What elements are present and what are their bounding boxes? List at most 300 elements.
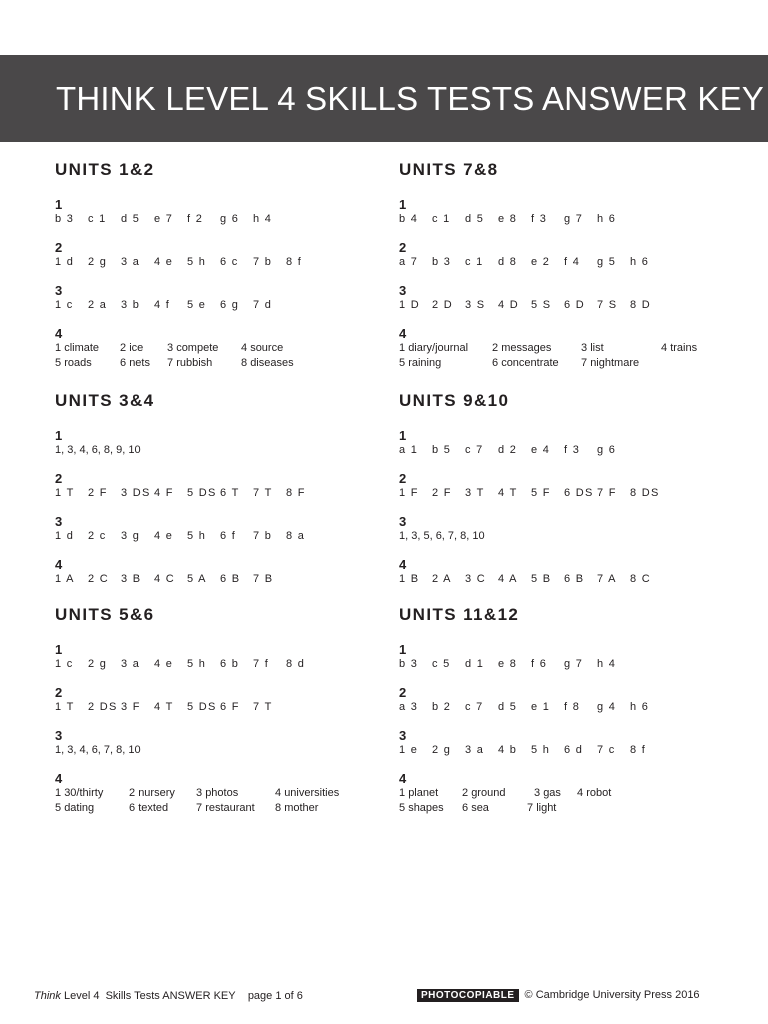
answer-item-label: 8 (630, 299, 638, 311)
answer-word-text: roads (64, 357, 92, 369)
answer-item (399, 701, 418, 713)
answer-item-label: a (399, 701, 407, 713)
answer-word-number: 2 (492, 342, 502, 354)
answer-item-label: 5 (531, 573, 539, 585)
answer-word (399, 802, 444, 814)
answer-item-label: 8 (286, 487, 294, 499)
answer-item-label: d (498, 256, 506, 268)
answer-word (167, 342, 218, 354)
answer-item (220, 701, 240, 713)
answer-word-text: nursery (138, 787, 175, 799)
answer-item-label: 8 (286, 658, 294, 670)
answer-item-value: F (443, 487, 452, 499)
answer-item-value: A (509, 573, 518, 585)
answer-item-label: 1 (55, 256, 63, 268)
answer-item-label: 2 (88, 658, 96, 670)
answer-item-value: b (231, 658, 240, 670)
answer-item (88, 487, 108, 499)
answer-word-number: 5 (399, 357, 409, 369)
answer-item (465, 213, 484, 225)
answer-item (121, 573, 141, 585)
photocopiable-badge: PHOTOCOPIABLE (417, 989, 519, 1002)
answer-word (399, 787, 438, 799)
answer-item (220, 299, 239, 311)
question-number: 1 (55, 197, 63, 212)
answer-item-label: 7 (597, 744, 605, 756)
answer-item (121, 530, 140, 542)
answer-item-label: 7 (253, 701, 261, 713)
footer-book-title: Think (34, 990, 61, 1002)
answer-item-label: f (564, 701, 569, 713)
answer-word-number: 3 (581, 342, 591, 354)
answer-word (55, 787, 103, 799)
answer-item (564, 299, 585, 311)
answer-item-value: d (66, 530, 75, 542)
answer-item (498, 213, 517, 225)
answer-item-value: A (608, 573, 617, 585)
question-number: 2 (399, 240, 407, 255)
answer-word (462, 802, 489, 814)
answer-word-number: 6 (129, 802, 139, 814)
answer-item-label: f (564, 444, 569, 456)
answer-item-label: g (597, 256, 605, 268)
answer-item (531, 658, 547, 670)
unit-title: UNITS 11&12 (399, 605, 520, 624)
answer-item-value: 3 (410, 701, 419, 713)
answer-item-value: f (231, 530, 237, 542)
answer-item-label: 6 (220, 256, 228, 268)
answer-item-label: h (630, 256, 638, 268)
answer-item-value: 6 (539, 658, 548, 670)
answer-item-label: 5 (187, 256, 195, 268)
answer-item-value: A (198, 573, 207, 585)
answer-item-value: 7 (410, 256, 419, 268)
answer-item (531, 256, 550, 268)
answer-item-value: F (608, 487, 617, 499)
answer-item-value: g (99, 256, 108, 268)
answer-item-value: d (575, 744, 584, 756)
answer-item-label: 5 (187, 530, 195, 542)
answer-item (399, 487, 419, 499)
answer-item-label: 4 (498, 487, 506, 499)
answer-word-text: rubbish (176, 357, 213, 369)
question-number: 4 (399, 557, 407, 572)
answer-item-value: T (264, 701, 273, 713)
answer-item (154, 213, 173, 225)
answer-item-value: g (132, 530, 141, 542)
answer-item-value: c (99, 530, 107, 542)
answer-word-text: planet (408, 787, 439, 799)
answer-word (581, 357, 639, 369)
answer-item-label: 5 (187, 701, 195, 713)
answer-item-label: 7 (253, 487, 261, 499)
answer-item-label: 6 (220, 573, 228, 585)
answer-item (187, 213, 203, 225)
answer-item (154, 658, 173, 670)
answer-word-text: photos (205, 787, 239, 799)
answer-item-value: 4 (608, 701, 617, 713)
answer-item-label: 1 (55, 530, 63, 542)
answer-word-number: 1 (399, 342, 409, 354)
answer-item (220, 573, 240, 585)
question-number: 2 (55, 240, 63, 255)
unit-title: UNITS 5&6 (55, 605, 155, 624)
answer-word (581, 342, 604, 354)
answer-item (531, 744, 550, 756)
answer-word-number: 3 (534, 787, 544, 799)
answer-word (167, 357, 212, 369)
answer-item-value: A (66, 573, 75, 585)
answer-item-label: 1 (399, 487, 407, 499)
answer-word-text: diseases (250, 357, 294, 369)
answer-item-value: c (231, 256, 239, 268)
answer-item (432, 444, 451, 456)
answer-item-label: c (432, 658, 439, 670)
answer-item-label: 1 (399, 744, 407, 756)
answer-item (253, 701, 273, 713)
answer-item-label: g (220, 213, 228, 225)
answer-item (121, 299, 140, 311)
answer-item-value: B (231, 573, 241, 585)
answer-word-text: nets (129, 357, 150, 369)
answer-item-value: F (132, 701, 141, 713)
answer-item-value: f (641, 744, 647, 756)
question-number: 4 (399, 771, 407, 786)
answer-item (531, 573, 551, 585)
answer-item (597, 213, 616, 225)
answer-item (498, 299, 519, 311)
answer-item-label: 6 (220, 701, 228, 713)
answer-item-label: 3 (121, 573, 129, 585)
answer-item-value: S (542, 299, 552, 311)
answer-item-value: F (410, 487, 419, 499)
answer-item-value: 1 (476, 658, 485, 670)
answer-item-value: 7 (165, 213, 174, 225)
answer-item-value: h (542, 744, 551, 756)
answer-word-number: 2 (129, 787, 139, 799)
answer-item-value: T (476, 487, 485, 499)
answer-item-label: e (531, 444, 539, 456)
question-number: 1 (399, 428, 407, 443)
answer-word-number: 4 (661, 342, 671, 354)
answer-item (465, 487, 485, 499)
answer-item-value: 1 (99, 213, 107, 225)
answer-item-value: 8 (509, 658, 518, 670)
answer-item-label: 6 (564, 487, 572, 499)
answer-item-value: T (231, 487, 240, 499)
answer-item (432, 213, 451, 225)
answer-item (432, 658, 451, 670)
answer-item (630, 256, 649, 268)
answer-item-value: S (476, 299, 486, 311)
answer-item-label: d (498, 444, 506, 456)
answer-item (121, 256, 140, 268)
answer-item-label: d (498, 701, 506, 713)
answer-item-value: a (297, 530, 306, 542)
unit-title: UNITS 9&10 (399, 391, 510, 410)
answer-item-value: 1 (542, 701, 551, 713)
answer-word-text: nightmare (590, 357, 640, 369)
answer-item-value: g (99, 658, 108, 670)
answer-item-label: c (432, 213, 439, 225)
answer-item-value: 6 (231, 213, 240, 225)
answer-word-number: 3 (167, 342, 177, 354)
answer-item (88, 213, 107, 225)
answer-item (55, 658, 74, 670)
answer-item (55, 573, 75, 585)
answer-word-text: list (590, 342, 604, 354)
answer-item-value: B (132, 573, 142, 585)
answer-item (399, 256, 418, 268)
answer-item (55, 487, 75, 499)
answer-item (531, 213, 547, 225)
answer-word-text: light (536, 802, 557, 814)
answer-item (564, 213, 583, 225)
answer-item (187, 573, 207, 585)
answer-word-number: 5 (55, 802, 65, 814)
answer-item-value: C (476, 573, 487, 585)
answer-item-value: DS (198, 487, 217, 499)
answer-item-label: 7 (253, 573, 261, 585)
answer-item-label: 1 (55, 573, 63, 585)
answer-word (492, 357, 559, 369)
answer-item (597, 744, 616, 756)
answer-item-value: 5 (608, 256, 617, 268)
answer-item-value: 4 (572, 256, 581, 268)
answer-item (121, 213, 140, 225)
answer-item (253, 530, 272, 542)
answer-word-text: sea (471, 802, 489, 814)
answer-item-label: 5 (187, 299, 195, 311)
answer-word-text: ice (129, 342, 144, 354)
answer-item-label: 8 (630, 573, 638, 585)
answer-word-text: dating (64, 802, 95, 814)
answer-item-label: 5 (531, 299, 539, 311)
answer-item-label: c (88, 213, 95, 225)
answer-item-value: 4 (608, 658, 617, 670)
answer-item (253, 487, 273, 499)
answer-item-value: g (231, 299, 240, 311)
answer-item-value: 3 (410, 658, 419, 670)
answer-item (432, 487, 452, 499)
answer-item (432, 256, 451, 268)
answer-item-value: f (165, 299, 171, 311)
answer-item-value: 2 (443, 701, 452, 713)
answer-text: 1, 3, 4, 6, 8, 9, 10 (55, 444, 141, 456)
answer-item-label: 2 (88, 530, 96, 542)
answer-item-label: f (531, 658, 536, 670)
answer-item-label: c (465, 256, 472, 268)
answer-item-label: 6 (220, 530, 228, 542)
answer-item (498, 573, 518, 585)
answer-word-text: diary/journal (408, 342, 469, 354)
answer-word-number: 1 (399, 787, 409, 799)
answer-word-text: mother (284, 802, 319, 814)
answer-word (399, 342, 468, 354)
answer-item-value: a (132, 658, 141, 670)
answer-item (88, 701, 118, 713)
answer-item-value: 3 (443, 256, 452, 268)
answer-item-label: 3 (121, 256, 129, 268)
question-number: 3 (399, 283, 407, 298)
answer-item (253, 256, 272, 268)
answer-item (498, 701, 517, 713)
answer-item-value: e (165, 256, 174, 268)
answer-item (465, 444, 484, 456)
answer-word (120, 357, 150, 369)
question-number: 3 (399, 514, 407, 529)
answer-word (527, 802, 556, 814)
answer-item-value: 5 (132, 213, 141, 225)
answer-item-value: 4 (410, 213, 419, 225)
answer-word-number: 4 (275, 787, 285, 799)
answer-item-label: 6 (220, 299, 228, 311)
answer-item-value: d (264, 299, 273, 311)
answer-item-label: 3 (465, 573, 473, 585)
answer-item (399, 658, 418, 670)
answer-item (498, 658, 517, 670)
answer-item (154, 701, 174, 713)
answer-item-value: A (443, 573, 452, 585)
answer-item-label: 3 (121, 701, 129, 713)
answer-item (55, 299, 74, 311)
answer-text: 1, 3, 4, 6, 7, 8, 10 (55, 744, 141, 756)
answer-item (220, 658, 239, 670)
answer-word (55, 342, 99, 354)
answer-item (154, 487, 174, 499)
answer-item-value: e (165, 530, 174, 542)
question-number: 3 (399, 728, 407, 743)
answer-item-value: a (99, 299, 108, 311)
answer-item (154, 573, 175, 585)
question-number: 4 (55, 326, 63, 341)
answer-item-label: 4 (498, 299, 506, 311)
answer-word (399, 357, 441, 369)
answer-item (399, 213, 418, 225)
answer-item-value: g (443, 744, 452, 756)
answer-item-label: b (432, 701, 440, 713)
answer-item-value: DS (198, 701, 217, 713)
answer-item-label: c (465, 701, 472, 713)
answer-item (432, 573, 452, 585)
answer-item (253, 573, 273, 585)
answer-item (465, 256, 484, 268)
answer-item-label: 6 (564, 744, 572, 756)
answer-word (275, 802, 318, 814)
unit-title: UNITS 7&8 (399, 160, 499, 179)
answer-item-label: 7 (253, 299, 261, 311)
answer-item-label: d (121, 213, 129, 225)
answer-item-value: DS (132, 487, 151, 499)
unit-title: UNITS 3&4 (55, 391, 155, 410)
answer-word-text: robot (586, 787, 612, 799)
answer-item-label: h (597, 658, 605, 670)
answer-item (88, 530, 107, 542)
answer-item-label: 8 (630, 487, 638, 499)
answer-item-label: 3 (121, 530, 129, 542)
answer-item-label: 7 (253, 658, 261, 670)
answer-item-value: c (66, 658, 74, 670)
answer-word (120, 342, 143, 354)
answer-item (220, 213, 239, 225)
answer-item (220, 487, 240, 499)
answer-item-value: B (575, 573, 585, 585)
answer-item-value: 6 (608, 444, 617, 456)
answer-item-label: e (498, 213, 506, 225)
answer-item (564, 444, 580, 456)
question-number: 4 (399, 326, 407, 341)
answer-item-value: c (66, 299, 74, 311)
page-title: THINK LEVEL 4 SKILLS TESTS ANSWER KEY (56, 80, 764, 117)
answer-word-number: 4 (577, 787, 587, 799)
answer-item-label: 4 (154, 256, 162, 268)
answer-item (187, 658, 206, 670)
footer-doc-name: Skills Tests ANSWER KEY (105, 990, 236, 1002)
answer-item (253, 213, 272, 225)
answer-item (630, 299, 651, 311)
answer-word-number: 7 (527, 802, 537, 814)
answer-item (498, 487, 518, 499)
answer-item (121, 658, 140, 670)
answer-item-label: 8 (286, 530, 294, 542)
answer-word (129, 787, 175, 799)
answer-item-value: B (410, 573, 420, 585)
answer-word (196, 787, 238, 799)
answer-item-value: 2 (542, 256, 551, 268)
answer-item-label: 3 (465, 487, 473, 499)
answer-item-value: 2 (509, 444, 518, 456)
answer-item-label: 4 (154, 573, 162, 585)
answer-item (187, 701, 217, 713)
answer-item-value: 7 (575, 658, 584, 670)
question-number: 3 (55, 514, 63, 529)
answer-item-value: f (264, 658, 270, 670)
answer-item-label: f (531, 213, 536, 225)
answer-item-value: D (443, 299, 454, 311)
answer-item (399, 573, 419, 585)
answer-item-label: 1 (399, 573, 407, 585)
answer-word-text: shapes (408, 802, 444, 814)
answer-item (564, 701, 580, 713)
answer-item-label: 5 (187, 658, 195, 670)
footer-level: Level 4 (63, 990, 100, 1002)
answer-item (630, 487, 660, 499)
answer-word-number: 5 (55, 357, 65, 369)
answer-item (630, 744, 646, 756)
answer-item-value: 3 (66, 213, 75, 225)
answer-item (432, 701, 451, 713)
answer-word (577, 787, 611, 799)
question-number: 1 (55, 642, 63, 657)
answer-item (564, 487, 594, 499)
answer-item-value: T (66, 487, 75, 499)
answer-word-text: concentrate (501, 357, 559, 369)
answer-item-value: B (264, 573, 274, 585)
answer-item-label: 4 (154, 530, 162, 542)
answer-item-value: C (641, 573, 652, 585)
answer-item (597, 444, 616, 456)
answer-item (220, 256, 239, 268)
answer-item-value: 4 (542, 444, 551, 456)
answer-item-label: 1 (55, 701, 63, 713)
answer-item (597, 701, 616, 713)
footer-page-number: page 1 of 6 (247, 990, 303, 1002)
question-number: 2 (55, 471, 63, 486)
question-number: 4 (55, 771, 63, 786)
answer-item (531, 487, 551, 499)
answer-item-value: F (297, 487, 306, 499)
answer-item (531, 444, 550, 456)
